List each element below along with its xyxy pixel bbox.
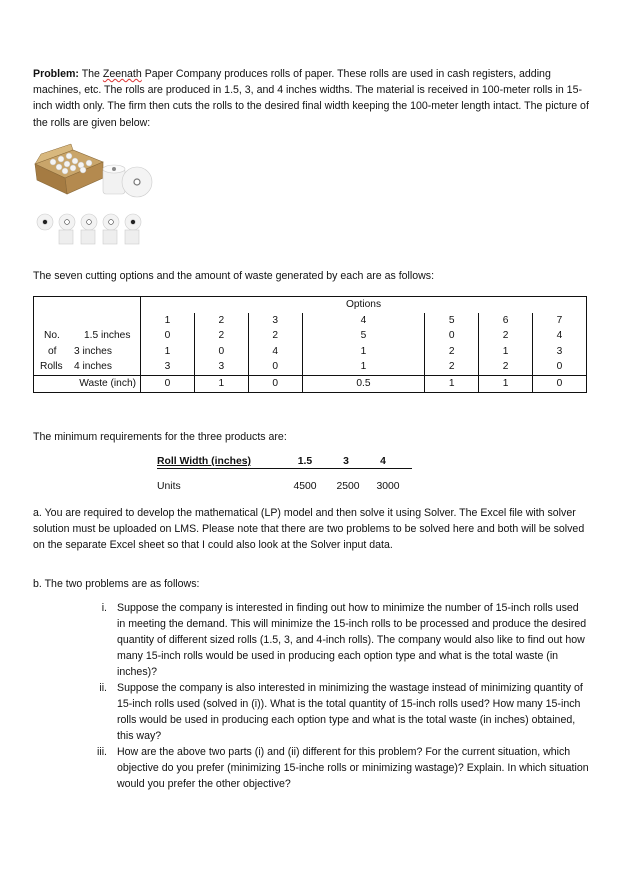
width-value: 1.5 [297,456,313,467]
table-cell: 2 [425,359,479,375]
requirements-table [157,456,412,492]
option-number: 4 [302,313,425,329]
units-value: 2500 [336,481,360,492]
table-cell: 0 [533,375,587,392]
row-label: 3 inches [74,345,112,357]
item-number: i. [101,602,107,614]
row-label: 1.5 inches [84,330,131,342]
table-cell: 1 [479,375,533,392]
list-item [33,600,589,680]
table-cell: 0 [425,328,479,344]
problem-text-after: Paper Company produces rolls of paper. These rolls are used in cash registers, adding machines, etc. The rolls are produced in 1.5, 3, and 4 inches widths. The material is received in 100-meter rolls in 15-inch width only. The firm then cuts the rolls to the desired final width keeping the 100-meter length intact. The picture of the rolls are given below: [33,68,589,129]
part-b-text: b. The two problems are as follows: [33,578,200,590]
option-number: 2 [194,313,248,329]
table-cell: 2 [479,359,533,375]
list-item [33,680,589,744]
table-cell: 0 [248,359,302,375]
option-number: 5 [425,313,479,329]
table-cell: 5 [302,328,425,344]
item-text: Suppose the company is interested in finding out how to minimize the number of 15-inch rolls used in meeting the demand. This will minimize the 15-inch rolls to be processed and produce the desired quantity of different sized rolls (1.5, 3, and 4-inch rolls). The company would also like to find out how many 15-inch rolls would be used in producing each option type and what is the total waste (in inches)? [117,602,587,678]
table-cell: 0 [141,375,195,392]
problem-label: Problem: [33,68,79,80]
width-value: 4 [380,456,386,467]
table-row [34,359,587,375]
row-label: 4 inches [74,361,112,373]
table-cell: 1 [164,345,171,357]
options-header: Options [345,299,382,311]
table-cell: 1 [302,359,425,375]
table-row [34,328,587,344]
option-number: 7 [533,313,587,329]
row-group-label: Rolls [40,361,63,373]
table-cell: 3 [194,359,248,375]
paper-rolls-illustration [33,142,163,252]
option-number: 1 [164,314,171,326]
table-cell: 2 [248,328,302,344]
table-cell: 3 [164,361,171,373]
min-requirements-intro: The minimum requirements for the three products are: [33,431,287,443]
option-number: 6 [479,313,533,329]
roll-width-label: Roll Width (inches) [157,456,251,467]
table-cell: 1 [302,344,425,360]
table-cell: 1 [194,375,248,392]
option-number: 3 [248,313,302,329]
table-cell: 2 [194,328,248,344]
table-cell: 2 [425,344,479,360]
units-row [157,481,412,492]
question-list [33,598,589,792]
table-cell: 0 [164,330,171,342]
item-text: How are the above two parts (i) and (ii) different for this problem? For the current situation, which objective do you prefer (minimizing 15-inche rolls or minimizing wastage)? Explain. In which situation would you prefer the other objective? [117,746,589,790]
table-row [34,375,587,392]
table-cell: 0.5 [302,375,425,392]
table-row [34,344,587,360]
table-cell: 1 [425,375,479,392]
table-cell: 4 [248,344,302,360]
waste-label: Waste (inch) [34,375,141,392]
list-item [33,744,589,792]
cutting-options-table [33,296,587,393]
table-cell: 0 [533,359,587,375]
table-cell: 3 [533,344,587,360]
units-value: 4500 [293,481,317,492]
width-value: 3 [343,456,349,467]
row-group-label: No. [44,330,60,342]
part-a-text: a. You are required to develop the mathematical (LP) model and then solve it using Solver. The Excel file with solver solution must be uploaded on LMS. Please note that there are two problems to be solved here and both will be solved on the separate Excel sheet so that I could also look at the Solver input data. [33,507,585,552]
company-name: Zeenath [102,68,142,80]
units-value: 3000 [376,481,400,492]
units-label: Units [157,481,181,492]
problem-text-before: The [81,68,103,80]
table-cell: 0 [194,344,248,360]
table-cell: 1 [479,344,533,360]
row-group-label: of [48,345,57,357]
item-number: ii. [99,682,107,694]
item-number: iii. [96,746,107,758]
problem-statement [33,66,591,131]
table-intro: The seven cutting options and the amount of waste generated by each are as follows: [33,270,435,282]
table-cell: 4 [533,328,587,344]
table-cell: 2 [479,328,533,344]
requirements-header [157,456,412,469]
table-cell: 0 [248,375,302,392]
item-text: Suppose the company is also interested in minimizing the wastage instead of minimizing quantity of 15-inch rolls used (solved in (i)). What is the total quantity of 15-inch rolls used? How many 15-inch rolls would be used in producing each option type and what is the total waste (in inches) obtained, this way? [117,682,583,742]
